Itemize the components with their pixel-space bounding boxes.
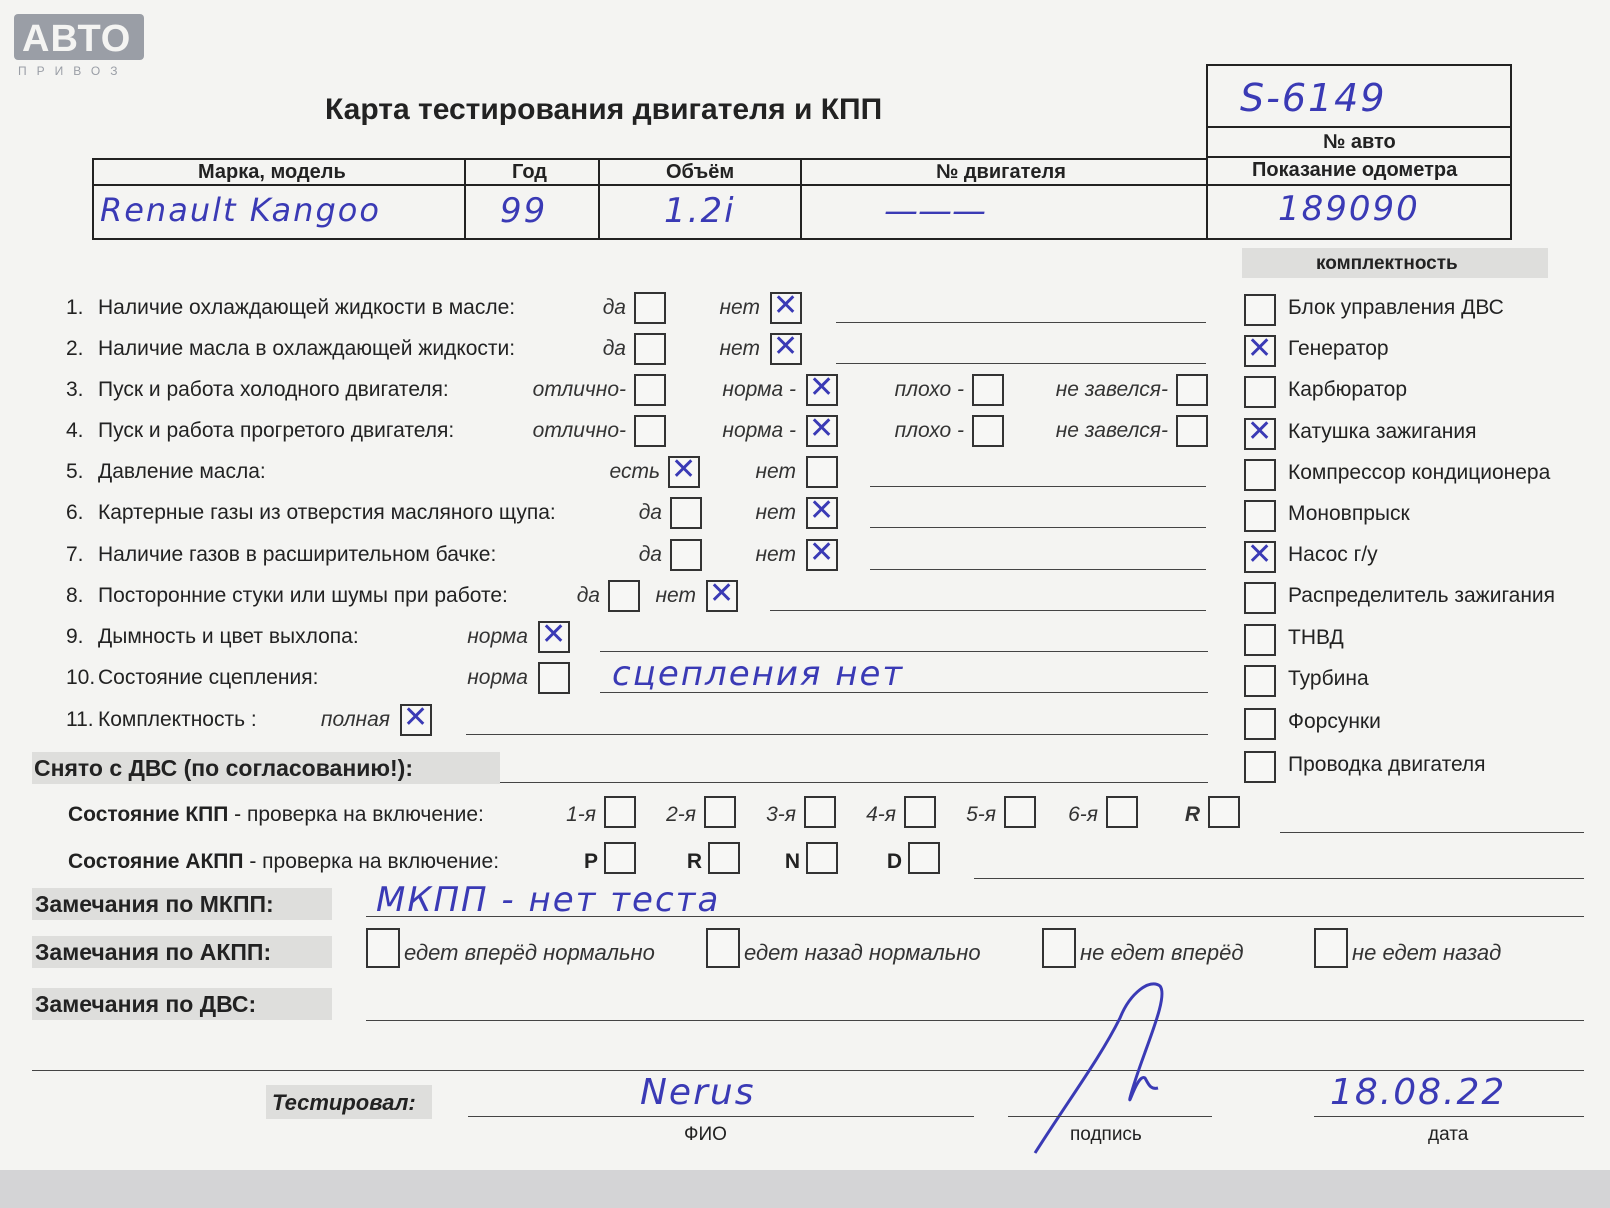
question-3-option-2-label: норма - xyxy=(722,378,796,401)
question-5-option-1-checkbox-mark: ✕ xyxy=(671,452,697,487)
akpp-note-1-checkbox[interactable] xyxy=(366,928,400,968)
kpp-gear-3-checkbox[interactable] xyxy=(804,796,836,828)
question-5-option-1-label: есть xyxy=(609,460,660,483)
completeness-item-1: Блок управления ДВС xyxy=(1288,296,1504,319)
question-4-option-3-label: плохо - xyxy=(894,419,964,442)
completeness-item-11: Форсунки xyxy=(1288,710,1381,733)
col-engine-val xyxy=(800,184,1208,240)
mkpp-notes-line xyxy=(366,916,1584,917)
akpp-note-2-checkbox[interactable] xyxy=(706,928,740,968)
question-1-option-1-label: да xyxy=(602,296,626,319)
question-3-text: Пуск и работа холодного двигателя: xyxy=(98,378,449,401)
kpp-gear-3-label: 3-я xyxy=(766,803,796,826)
question-4-number: 4. xyxy=(66,419,84,442)
question-5-number: 5. xyxy=(66,460,84,483)
question-11-text: Комплектность : xyxy=(98,708,257,731)
akpp-mode-1-checkbox[interactable] xyxy=(604,842,636,874)
akpp-note-4-label: не едет назад xyxy=(1352,940,1502,965)
question-6-number: 6. xyxy=(66,501,84,524)
akpp-mode-3-checkbox[interactable] xyxy=(806,842,838,874)
kpp-gear-2-checkbox[interactable] xyxy=(704,796,736,828)
completeness-checkbox-10[interactable] xyxy=(1244,665,1276,697)
question-6-option-2-label: нет xyxy=(755,501,796,524)
completeness-checkbox-3[interactable] xyxy=(1244,376,1276,408)
auto-number: S-6149 xyxy=(1240,76,1387,120)
removed-line xyxy=(500,782,1208,783)
question-2-line xyxy=(836,363,1206,364)
question-8-text: Посторонние стуки или шумы при работе: xyxy=(98,584,508,607)
completeness-checkbox-7-mark: ✕ xyxy=(1247,537,1273,572)
question-3-option-2-checkbox-mark: ✕ xyxy=(809,370,835,405)
header-engine-label: № двигателя xyxy=(936,161,1066,183)
question-1-option-2-checkbox[interactable] xyxy=(770,288,802,324)
question-10-option-1-checkbox[interactable] xyxy=(538,662,570,694)
kpp-label-bold: Состояние КПП xyxy=(68,803,229,826)
question-5-option-1-checkbox[interactable] xyxy=(668,452,700,488)
kpp-gear-2-label: 2-я xyxy=(666,803,696,826)
kpp-gear-4-checkbox[interactable] xyxy=(904,796,936,828)
year-value: 99 xyxy=(500,191,548,231)
akpp-mode-4-checkbox[interactable] xyxy=(908,842,940,874)
question-2-text: Наличие масла в охлаждающей жидкости: xyxy=(98,337,516,360)
question-8-number: 8. xyxy=(66,584,84,607)
question-4-option-2-checkbox-mark: ✕ xyxy=(809,411,835,446)
bottom-rule xyxy=(32,1070,1584,1071)
question-2-option-1-label: да xyxy=(602,337,626,360)
question-7-option-2-checkbox-mark: ✕ xyxy=(809,535,835,570)
model-value: Renault Kangoo xyxy=(100,191,381,229)
akpp-note-2-label: едет назад нормально xyxy=(744,940,981,965)
question-8-option-1-label: да xyxy=(576,584,600,607)
question-7-option-1-checkbox[interactable] xyxy=(670,539,702,571)
question-4-option-4-label: не завелся- xyxy=(1055,419,1168,442)
auto-number-label: № авто xyxy=(1323,131,1396,153)
akpp-mode-2-checkbox[interactable] xyxy=(708,842,740,874)
header-year-label: Год xyxy=(512,161,547,183)
question-5-option-2-checkbox[interactable] xyxy=(806,456,838,488)
question-6-text: Картерные газы из отверстия масляного щупа: xyxy=(98,501,556,524)
completeness-item-9: ТНВД xyxy=(1288,626,1344,649)
completeness-item-4: Катушка зажигания xyxy=(1288,420,1477,443)
question-8-option-2-checkbox-mark: ✕ xyxy=(709,576,735,611)
completeness-item-7: Насос г/у xyxy=(1288,543,1378,566)
question-9-option-1-checkbox-mark: ✕ xyxy=(541,617,567,652)
dvs-notes-label: Замечания по ДВС: xyxy=(35,991,257,1017)
completeness-checkbox-4[interactable] xyxy=(1244,414,1276,450)
question-8-option-1-checkbox[interactable] xyxy=(608,580,640,612)
completeness-checkbox-2[interactable] xyxy=(1244,331,1276,367)
question-3-option-2-checkbox[interactable] xyxy=(806,370,838,406)
question-9-option-1-label: норма xyxy=(467,625,528,648)
completeness-checkbox-12[interactable] xyxy=(1244,751,1276,783)
logo-sub: ПРИВОЗ xyxy=(18,64,128,78)
date-caption: дата xyxy=(1428,1124,1469,1145)
tested-label: Тестировал: xyxy=(272,1090,416,1115)
question-2-option-1-checkbox[interactable] xyxy=(634,333,666,365)
question-6-option-2-checkbox-mark: ✕ xyxy=(809,493,835,528)
kpp-gear-1-checkbox[interactable] xyxy=(604,796,636,828)
question-6-option-2-checkbox[interactable] xyxy=(806,493,838,529)
question-2-number: 2. xyxy=(66,337,84,360)
question-3-option-4-checkbox[interactable] xyxy=(1176,374,1208,406)
logo xyxy=(14,14,144,80)
completeness-item-10: Турбина xyxy=(1288,667,1369,690)
question-11-option-1-label: полная xyxy=(320,708,390,731)
akpp-label-rest: - проверка на включение: xyxy=(243,850,500,873)
page-title: Карта тестирования двигателя и КПП xyxy=(325,93,883,126)
question-4-option-2-checkbox[interactable] xyxy=(806,411,838,447)
question-1-line xyxy=(836,322,1206,323)
akpp-mode-2-label: R xyxy=(686,850,702,873)
kpp-gear-6-label: 6-я xyxy=(1068,803,1098,826)
kpp-label-rest: - проверка на включение: xyxy=(228,803,484,826)
question-9-text: Дымность и цвет выхлопа: xyxy=(98,625,359,648)
question-7-line xyxy=(870,569,1206,570)
question-7-text: Наличие газов в расширительном бачке: xyxy=(98,543,497,566)
question-4-option-1-checkbox[interactable] xyxy=(634,415,666,447)
engine-value: ——— xyxy=(884,191,986,231)
question-4-option-2-label: норма - xyxy=(722,419,796,442)
removed-label: Снято с ДВС (по согласованию!): xyxy=(34,755,413,781)
kpp-gear-5-checkbox[interactable] xyxy=(1004,796,1036,828)
header-odometer-label: Показание одометра xyxy=(1252,159,1458,181)
completeness-checkbox-6[interactable] xyxy=(1244,500,1276,532)
question-11-number: 11. xyxy=(66,708,94,731)
question-2-option-2-label: нет xyxy=(719,337,760,360)
question-11-line xyxy=(466,734,1208,735)
akpp-line xyxy=(974,878,1584,879)
question-4-option-1-label: отлично- xyxy=(532,419,626,442)
kpp-gear-7-label: R xyxy=(1184,803,1200,826)
akpp-label-bold: Состояние АКПП xyxy=(68,850,244,873)
akpp-mode-1-label: P xyxy=(583,850,598,873)
question-2-option-2-checkbox-mark: ✕ xyxy=(773,329,799,364)
question-10-number: 10. xyxy=(66,666,96,689)
question-8-line xyxy=(770,610,1206,611)
question-2-option-2-checkbox[interactable] xyxy=(770,329,802,365)
question-1-option-2-checkbox-mark: ✕ xyxy=(773,288,799,323)
akpp-note-3-label: не едет вперёд xyxy=(1080,940,1244,965)
question-4-option-4-checkbox[interactable] xyxy=(1176,415,1208,447)
completeness-checkbox-4-mark: ✕ xyxy=(1247,414,1273,449)
kpp-gear-1-label: 1-я xyxy=(566,803,596,826)
question-6-option-1-label: да xyxy=(638,501,662,524)
completeness-item-5: Компрессор кондиционера xyxy=(1288,461,1551,484)
akpp-mode-3-label: N xyxy=(784,850,800,873)
completeness-title: комплектность xyxy=(1316,253,1458,274)
completeness-checkbox-8[interactable] xyxy=(1244,582,1276,614)
kpp-gear-5-label: 5-я xyxy=(966,803,996,826)
question-3-number: 3. xyxy=(66,378,84,401)
question-3-option-1-label: отлично- xyxy=(532,378,626,401)
question-6-option-1-checkbox[interactable] xyxy=(670,497,702,529)
akpp-notes-label: Замечания по АКПП: xyxy=(35,939,272,965)
question-3-option-1-checkbox[interactable] xyxy=(634,374,666,406)
akpp-label xyxy=(68,850,499,874)
question-3-option-4-label: не завелся- xyxy=(1055,378,1168,401)
signature-caption: подпись xyxy=(1070,1124,1142,1145)
question-3-option-3-label: плохо - xyxy=(894,378,964,401)
dvs-notes-line xyxy=(366,1020,1584,1021)
completeness-checkbox-5[interactable] xyxy=(1244,459,1276,491)
signature-line xyxy=(1008,1116,1212,1117)
completeness-item-8: Распределитель зажигания xyxy=(1288,584,1556,607)
question-7-option-1-label: да xyxy=(638,543,662,566)
question-9-number: 9. xyxy=(66,625,84,648)
akpp-note-4-checkbox[interactable] xyxy=(1314,928,1348,968)
question-7-option-2-label: нет xyxy=(755,543,796,566)
kpp-line xyxy=(1280,832,1584,833)
completeness-checkbox-11[interactable] xyxy=(1244,708,1276,740)
completeness-checkbox-2-mark: ✕ xyxy=(1247,331,1273,366)
completeness-item-3: Карбюратор xyxy=(1288,378,1408,401)
question-11-option-1-checkbox-mark: ✕ xyxy=(403,700,429,735)
page-fold xyxy=(0,1170,1610,1208)
completeness-item-6: Моновпрыск xyxy=(1288,502,1410,525)
question-8-option-2-checkbox[interactable] xyxy=(706,576,738,612)
name-line xyxy=(468,1116,974,1117)
date-line xyxy=(1314,1116,1584,1117)
odometer-value: 189090 xyxy=(1278,189,1420,229)
question-5-option-2-label: нет xyxy=(755,460,796,483)
question-9-option-1-checkbox[interactable] xyxy=(538,617,570,653)
question-10-option-1-label: норма xyxy=(467,666,528,689)
mkpp-notes-text: МКПП - нет теста xyxy=(376,880,721,920)
question-1-text: Наличие охлаждающей жидкости в масле: xyxy=(98,296,516,319)
question-10-text: Состояние сцепления: xyxy=(98,666,319,689)
completeness-item-2: Генератор xyxy=(1288,337,1389,360)
question-3-option-3-checkbox[interactable] xyxy=(972,374,1004,406)
kpp-label xyxy=(68,803,484,827)
kpp-gear-7-checkbox[interactable] xyxy=(1208,796,1240,828)
akpp-note-3-checkbox[interactable] xyxy=(1042,928,1076,968)
question-6-line xyxy=(870,527,1206,528)
question-10-note: сцепления нет xyxy=(612,654,905,694)
question-5-line xyxy=(870,486,1206,487)
completeness-checkbox-7[interactable] xyxy=(1244,537,1276,573)
question-4-text: Пуск и работа прогретого двигателя: xyxy=(98,419,455,442)
question-8-option-2-label: нет xyxy=(655,584,696,607)
kpp-gear-6-checkbox[interactable] xyxy=(1106,796,1138,828)
question-9-line xyxy=(600,651,1208,652)
tester-name: Nerus xyxy=(640,1072,756,1113)
akpp-note-1-label: едет вперёд нормально xyxy=(404,940,655,965)
question-1-number: 1. xyxy=(66,296,84,319)
completeness-checkbox-1[interactable] xyxy=(1244,294,1276,326)
question-4-option-3-checkbox[interactable] xyxy=(972,415,1004,447)
name-caption: ФИО xyxy=(684,1124,727,1145)
test-date: 18.08.22 xyxy=(1330,1072,1507,1113)
question-1-option-1-checkbox[interactable] xyxy=(634,292,666,324)
header-volume-label: Объём xyxy=(666,161,735,183)
akpp-mode-4-label: D xyxy=(886,850,902,873)
question-1-option-2-label: нет xyxy=(719,296,760,319)
question-7-number: 7. xyxy=(66,543,84,566)
completeness-item-12: Проводка двигателя xyxy=(1288,753,1486,776)
question-5-text: Давление масла: xyxy=(98,460,266,483)
completeness-checkbox-9[interactable] xyxy=(1244,624,1276,656)
volume-value: 1.2i xyxy=(664,191,736,231)
question-11-option-1-checkbox[interactable] xyxy=(400,700,432,736)
question-7-option-2-checkbox[interactable] xyxy=(806,535,838,571)
header-model-label: Марка, модель xyxy=(198,161,346,183)
kpp-gear-4-label: 4-я xyxy=(866,803,896,826)
logo-text: АВТО xyxy=(22,18,132,60)
mkpp-notes-label: Замечания по МКПП: xyxy=(35,891,274,917)
